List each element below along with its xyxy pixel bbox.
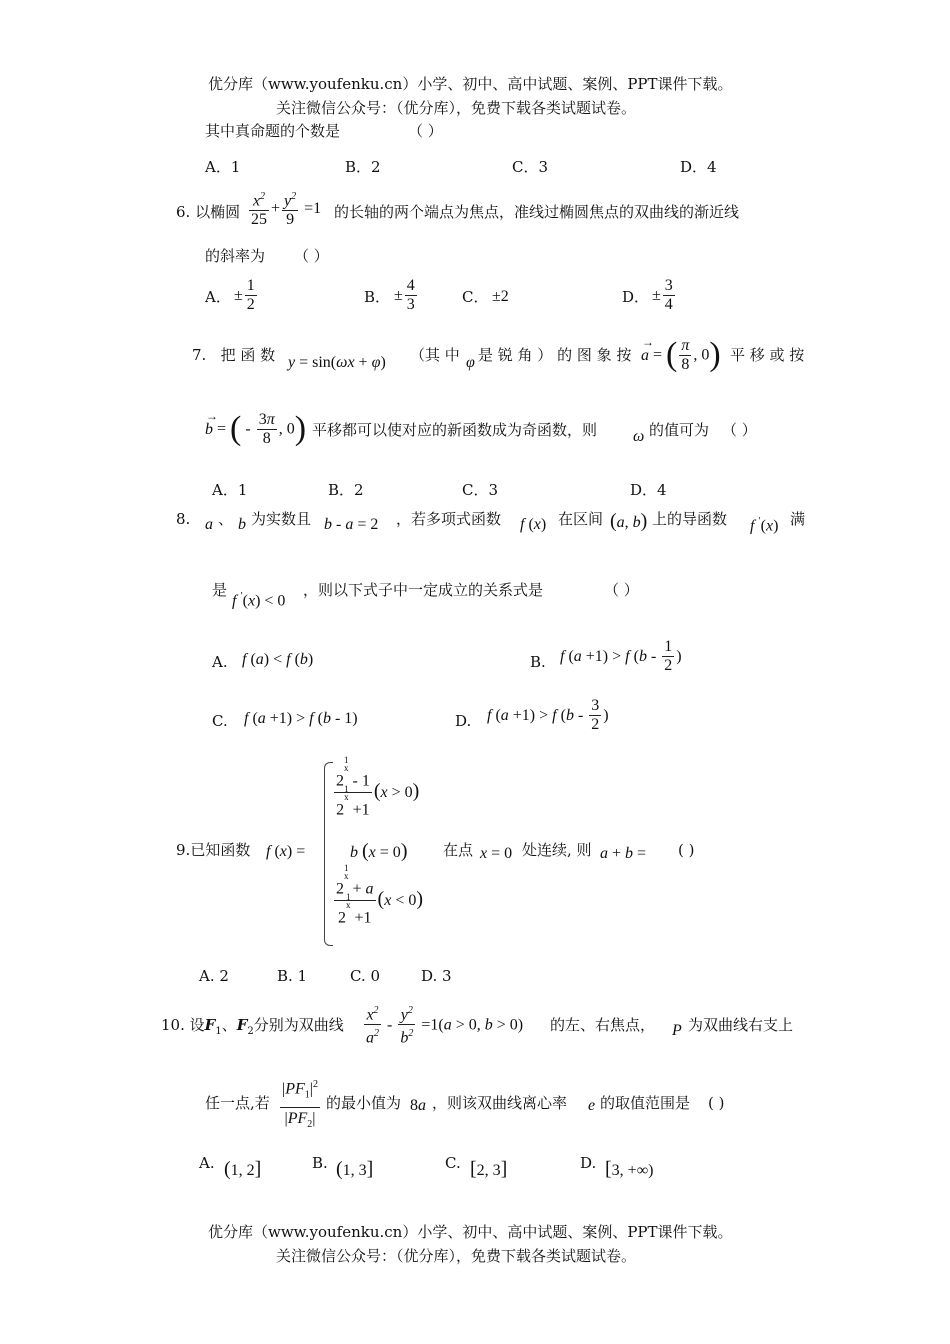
- q8-t4: 在区间: [558, 510, 604, 528]
- q7-omega: ω: [633, 428, 645, 445]
- q8-option-b-label: B.: [530, 653, 546, 671]
- q7-function: y = sin(ωx + φ): [288, 354, 386, 371]
- q8-line2-pre: 是: [212, 581, 228, 599]
- q7-line2: 平移都可以使对应的新函数成为奇函数，则: [312, 421, 598, 439]
- q7-mid2: 是 锐 角 ） 的 图 象 按: [478, 346, 632, 364]
- q9-post: 处连续, 则: [522, 841, 592, 859]
- q7-vector-a: a → = ( $\frac{\pi}{8}$ , 0): [641, 334, 721, 373]
- q9-mid: 在点: [443, 841, 474, 859]
- q8-var-a: a: [205, 516, 213, 533]
- q7-paren: （ ）: [722, 421, 757, 439]
- q9-option-b: B. 1: [277, 967, 308, 985]
- q8-option-c-label: C.: [212, 712, 228, 730]
- q9-sum: a + b =: [600, 845, 647, 862]
- footer-line-1: 优分库（www.youfenku.cn）小学、初中、高中试题、案例、PPT课件下载。: [208, 1223, 733, 1241]
- q10-t2: 的左、右焦点，: [550, 1016, 656, 1034]
- q5-option-b: B．2: [345, 158, 381, 176]
- q6-option-d-value: ± $\frac{3}{4}$: [652, 277, 673, 313]
- q10-option-c-value: [2, 3]: [470, 1158, 508, 1180]
- q8-fprime: f ′(x): [750, 516, 779, 535]
- q8-paren: （ ）: [604, 581, 639, 599]
- q8-option-b-value: f (a +1) > f (b - $\frac{1}{2}$ ): [560, 638, 682, 674]
- q9-point: x = 0: [480, 845, 513, 862]
- q10-min-value: 8a: [410, 1097, 426, 1114]
- q10-option-d-value: [3, +∞): [605, 1158, 654, 1180]
- q10-option-d-label: D.: [580, 1154, 597, 1172]
- q8-condition: b - a = 2: [324, 516, 379, 533]
- q7-option-b: B．2: [328, 481, 364, 499]
- header-line-1: 优分库（www.youfenku.cn）小学、初中、高中试题、案例、PPT课件下载。: [208, 75, 733, 93]
- q7-vector-b: b → = ( - $\frac{3\pi}{8}$ , 0): [205, 408, 307, 447]
- q8-option-a-value: f (a) < f (b): [242, 651, 314, 668]
- q6-option-a-label: A．: [205, 288, 231, 306]
- q10-point-p: P: [672, 1022, 682, 1039]
- q6-stem: 的长轴的两个端点为焦点，准线过椭圆焦点的双曲线的渐近线: [334, 203, 740, 221]
- q10-t3: 为双曲线右支上: [688, 1016, 794, 1034]
- q10-paren: ( ): [708, 1094, 725, 1112]
- q8-t2: 为实数且: [251, 510, 312, 528]
- q5-stem: 其中真命题的个数是: [205, 122, 341, 140]
- q9-case-2: b (x = 0): [350, 840, 408, 862]
- q10-hyperbola-equation: $\frac{x^2}{a^2}$ - $\frac{y^2}{b^2}$ =1(a > 0, b > 0): [362, 1002, 523, 1048]
- q9-case-3: $2^{1 x} + a$ $2^{1 x} +1$ (x < 0): [336, 863, 424, 927]
- q6-option-c-label: C．: [462, 288, 489, 306]
- q10-line2-mid: 的最小值为: [326, 1094, 402, 1112]
- q6-stem-line2: 的斜率为: [205, 247, 266, 265]
- q8-var-b: b: [238, 516, 246, 533]
- q8-option-d-label: D.: [455, 712, 472, 730]
- q8-option-c-value: f (a +1) > f (b - 1): [244, 710, 358, 727]
- q9-option-a: A. 2: [199, 967, 229, 985]
- q8-t1: 、: [218, 510, 234, 528]
- q6-paren: （ ）: [294, 247, 329, 265]
- q10-eccentricity: e: [588, 1097, 596, 1114]
- q6-option-b-label: B．: [364, 288, 391, 306]
- q10-option-a-value: (1, 2]: [224, 1158, 262, 1180]
- q8-t3: ，若多项式函数: [396, 510, 502, 528]
- q9-fx: f (x) =: [266, 843, 306, 860]
- q5-option-c: C．3: [512, 158, 549, 176]
- q9-case-1: $2^{1 x} - 1$ $2^{1 x} +1$ (x > 0): [336, 755, 420, 819]
- q10-line2-pre: 任一点,若: [205, 1094, 270, 1112]
- q8-fprime-condition: f ′(x) < 0: [232, 591, 286, 610]
- header-line-2: 关注微信公众号：（优分库），免费下载各类试题试卷。: [276, 99, 637, 117]
- q9-number: 9.已知函数: [176, 841, 251, 859]
- q6-option-d-label: D．: [622, 288, 650, 306]
- q8-option-a-label: A.: [212, 653, 228, 671]
- q6-ellipse-equation: $\frac{x^2}{25}$ + $\frac{y^2}{9}$ =1: [247, 188, 321, 229]
- q10-line2-end: 的取值范围是: [600, 1094, 691, 1112]
- q5-paren: （ ）: [408, 122, 443, 140]
- q9-option-c: C. 0: [350, 967, 381, 985]
- q5-option-a: A．1: [205, 158, 241, 176]
- q10-option-a-label: A.: [199, 1154, 215, 1172]
- q10-option-c-label: C.: [445, 1154, 461, 1172]
- q7-post: 平 移 或 按: [730, 346, 805, 364]
- q6-option-c-value: ±2: [492, 288, 509, 305]
- q8-line2-post: ，则以下式子中一定成立的关系式是: [303, 581, 544, 599]
- q10-option-b-value: (1, 3]: [336, 1158, 374, 1180]
- q7-phi: φ: [466, 354, 475, 371]
- q7-number: 7. 把 函 数: [192, 346, 276, 364]
- q9-paren: ( ): [678, 841, 695, 859]
- footer-line-2: 关注微信公众号：（优分库），免费下载各类试题试卷。: [276, 1247, 637, 1265]
- q7-option-a: A．1: [212, 481, 248, 499]
- q7-line2-end: 的值可为: [649, 421, 710, 439]
- q10-line2-post: ，则该双曲线离心率: [432, 1094, 568, 1112]
- q6-number: 6. 以椭圆: [176, 203, 241, 221]
- q7-mid1: （其 中: [410, 346, 460, 364]
- q7-option-d: D．4: [630, 481, 667, 499]
- q8-number: 8.: [176, 510, 191, 528]
- q6-option-b-value: ± $\frac{4}{3}$: [394, 277, 415, 313]
- q8-option-d-value: f (a +1) > f (b - $\frac{3}{2}$ ): [487, 697, 609, 733]
- q7-option-c: C．3: [462, 481, 499, 499]
- q8-t6: 满: [790, 510, 806, 528]
- q5-option-d: D．4: [680, 158, 717, 176]
- q6-option-a-value: ± $\frac{1}{2}$: [234, 277, 255, 313]
- q10-number: 10. 设$F_1$、$F_2$分别为双曲线: [161, 1016, 344, 1037]
- q9-option-d: D. 3: [421, 967, 452, 985]
- q8-fx: f (x): [520, 516, 547, 533]
- q10-ratio: $\frac{|PF_1|^2}{|PF_2|}$: [278, 1074, 322, 1136]
- q8-t5: 上的导函数: [652, 510, 728, 528]
- q10-option-b-label: B.: [312, 1154, 328, 1172]
- q8-interval: (a, b): [610, 510, 648, 532]
